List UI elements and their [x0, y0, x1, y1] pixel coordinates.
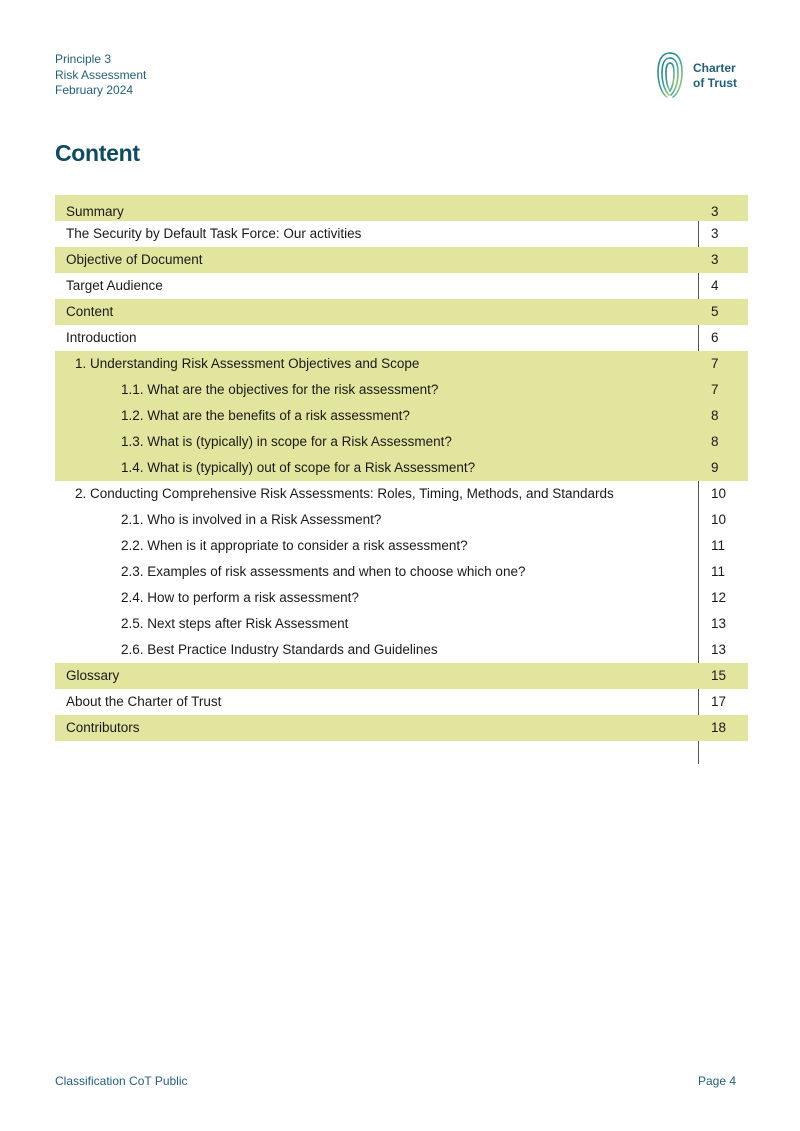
toc-entry[interactable] [55, 195, 748, 221]
toc-entry-page: 7 [711, 356, 719, 371]
logo-text-line1: Charter [693, 61, 736, 75]
logo-text-line2: of Trust [693, 76, 737, 90]
toc-entry[interactable] [55, 663, 748, 689]
principle-label: Principle 3 [55, 52, 112, 66]
toc-entry[interactable] [55, 377, 748, 403]
toc-entry-page: 6 [711, 330, 719, 345]
document-date: February 2024 [55, 83, 134, 97]
toc-entry-title: 2.2. When is it appropriate to consider a risk assessment? [121, 538, 468, 553]
toc-entry-title: 2.1. Who is involved in a Risk Assessment? [121, 512, 382, 527]
toc-entry-page: 18 [711, 720, 727, 735]
logo-wordmark [693, 61, 737, 91]
toc-entry-title: Summary [66, 204, 124, 219]
toc-entry-title: Objective of Document [66, 252, 203, 267]
toc-entry-title: 1.4. What is (typically) out of scope for a Risk Assessment? [121, 460, 476, 475]
toc-entry-title: 2.5. Next steps after Risk Assessment [121, 616, 349, 631]
toc-entry[interactable] [55, 611, 748, 637]
toc-entry[interactable] [55, 455, 748, 481]
toc-entry-title: 2.6. Best Practice Industry Standards and Guidelines [121, 642, 438, 657]
toc-entry-title: The Security by Default Task Force: Our activities [66, 226, 362, 241]
toc-entry-page: 17 [711, 694, 727, 709]
toc-entry-page: 7 [711, 382, 719, 397]
toc-entry[interactable] [55, 299, 748, 325]
toc-entry-title: 2.4. How to perform a risk assessment? [121, 590, 359, 605]
toc-entry[interactable] [55, 507, 748, 533]
toc-entry[interactable] [55, 715, 748, 741]
fingerprint-icon [655, 50, 685, 100]
toc-entry-page: 3 [711, 226, 719, 241]
toc-entry-page: 10 [711, 486, 727, 501]
toc-entry-page: 3 [711, 204, 719, 219]
footer-classification: Classification CoT Public [55, 1074, 188, 1088]
toc-entry[interactable] [55, 351, 748, 377]
toc-entry-title: 1. Understanding Risk Assessment Objectives and Scope [75, 356, 420, 371]
toc-entry-page: 13 [711, 642, 727, 657]
toc-entry-title: 2. Conducting Comprehensive Risk Assessments: Roles, Timing, Methods, and Standards [75, 486, 614, 501]
toc-entry-title: Introduction [66, 330, 137, 345]
toc-entry[interactable] [55, 533, 748, 559]
toc-entry-page: 10 [711, 512, 727, 527]
toc-entry-title: 1.2. What are the benefits of a risk assessment? [121, 408, 410, 423]
page-title: Content [55, 140, 140, 166]
toc-entry-title: About the Charter of Trust [66, 694, 222, 709]
table-of-contents [55, 195, 748, 741]
toc-entry-page: 9 [711, 460, 719, 475]
toc-entry-title: 2.3. Examples of risk assessments and when to choose which one? [121, 564, 526, 579]
toc-entry-page: 4 [711, 278, 719, 293]
document-subject: Risk Assessment [55, 67, 147, 82]
toc-entry-page: 12 [711, 590, 727, 605]
toc-entry[interactable] [55, 325, 748, 351]
toc-entry-page: 15 [711, 668, 727, 683]
toc-entry-title: 1.1. What are the objectives for the risk assessment? [121, 382, 439, 397]
toc-entry-title: Glossary [66, 668, 120, 683]
toc-entry[interactable] [55, 481, 748, 507]
toc-entry-title: 1.3. What is (typically) in scope for a Risk Assessment? [121, 434, 452, 449]
toc-entry[interactable] [55, 559, 748, 585]
document-meta [55, 52, 146, 99]
toc-entry[interactable] [55, 585, 748, 611]
toc-entry-title: Content [66, 304, 114, 319]
charter-of-trust-logo [655, 50, 755, 100]
toc-entry[interactable] [55, 273, 748, 299]
toc-entry-page: 11 [711, 538, 726, 553]
footer-page-number: Page 4 [698, 1074, 737, 1088]
toc-entry-page: 5 [711, 304, 719, 319]
toc-entry-page: 3 [711, 252, 719, 267]
toc-entry[interactable] [55, 247, 748, 273]
toc-entry-title: Target Audience [66, 278, 163, 293]
toc-entry[interactable] [55, 637, 748, 663]
toc-entry-page: 8 [711, 408, 719, 423]
toc-entry-page: 8 [711, 434, 719, 449]
toc-entry[interactable] [55, 429, 748, 455]
toc-entry[interactable] [55, 689, 748, 715]
toc-entry-page: 13 [711, 616, 727, 631]
toc-entry[interactable] [55, 403, 748, 429]
toc-entry[interactable] [55, 221, 748, 247]
toc-entry-page: 11 [711, 564, 726, 579]
toc-entry-title: Contributors [66, 720, 140, 735]
